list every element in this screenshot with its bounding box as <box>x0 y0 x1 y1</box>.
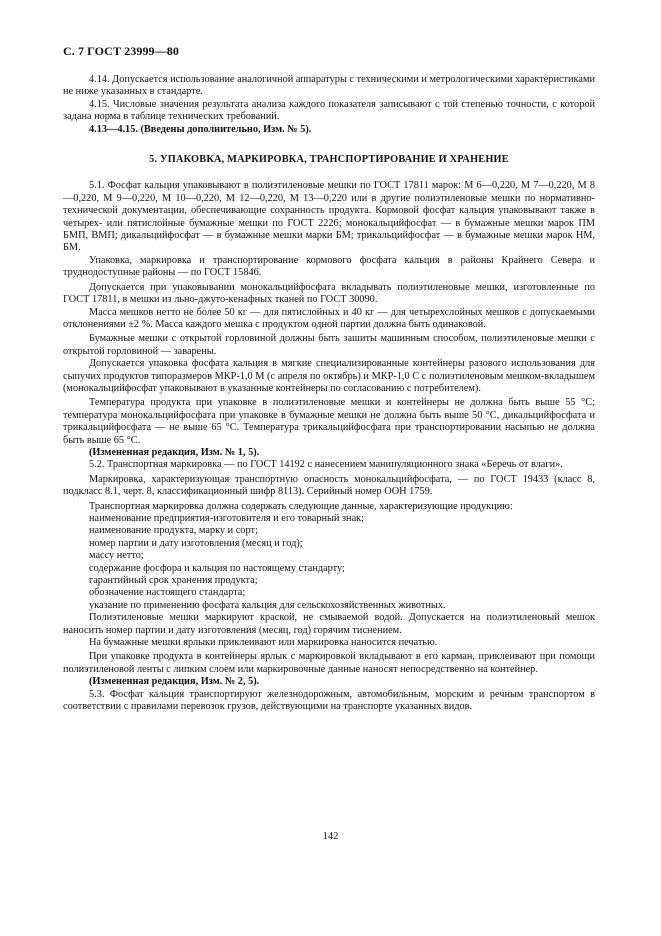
paragraph-inner-bags: Допускается при упаковывании монокальцийфосфата вкладывать полиэтиленовые мешки, изготовленные по ГОСТ 17811, в мешки из льно-джуто-кенафных тканей по ГОСТ 30090. <box>63 281 595 306</box>
list-item: наименование предприятия-изготовителя и его товарный знак; <box>89 513 364 524</box>
paragraph-4-15: 4.15. Числовые значения результата анализа каждого показателя записывают с той степенью точности, с которой задана норма в таблице технических требований. <box>63 98 595 123</box>
page-number: 142 <box>322 831 339 842</box>
paragraph-marking-data: Транспортная маркировка должна содержать следующие данные, характеризующие продукцию: <box>89 500 513 512</box>
list-item: наименование продукта, марку и сорт; <box>89 525 258 537</box>
paragraph-5-1: 5.1. Фосфат кальция упаковывают в полиэтиленовые мешки по ГОСТ 17811 марок: М 6—0,220, М 7—0,220, М 8—0,220, М 9—0,220, М 10—0,220, М 12—0,220, М 13—0,220 или в другие полиэтиленовые мешки по нормативно-технической документации, обеспечивающие сохранность продукта. Кормовой фосфат кальция упаковывают также в четырех- или пятислойные бумажные мешки по ГОСТ 2226; монокальцийфосфат — в бумажные мешки марок ПМ БМП, ВМП; дикальцийфосфат — в бумажные мешки марки БМ; трикальцийфосфат — в бумажные мешки марок НМ, БМ. <box>63 180 595 254</box>
paragraph-bag-mass: Масса мешков нетто не более 50 кг — для пятислойных и 40 кг — для четырехслойных мешков с допускаемыми отклонениями ±2 %. Масса каждого мешка с продуктом одной партии должна быть одинаковой. <box>63 306 595 330</box>
list-item: гарантийный срок хранения продукта; <box>89 575 258 587</box>
amendment-note: (Измененная редакция, Изм. № 1, 5). <box>89 446 260 458</box>
amendment-note: (Измененная редакция, Изм. № 2, 5). <box>89 676 260 688</box>
paragraph-5-2: 5.2. Транспортная маркировка — по ГОСТ 14192 с нанесением манипуляционного знака «Беречь от влаги». <box>89 459 563 471</box>
paragraph-5-3: 5.3. Фосфат кальция транспортируют железнодорожным, автомобильным, морским и речным транспортом в соответствии с правилами перевозок грузов, действующими на транспорте указанных видов. <box>63 688 595 713</box>
paragraph-containers: Допускается упаковка фосфата кальция в мягкие специализированные контейнеры разового использования для сыпучих продуктов типоразмеров МКР-1,0 М (с апреля по октябрь) и МКР-1,0 С с полиэтиленовым мешком-вкладышем (монокальцийфосфат упаковывают в указанные контейнеры по согласованию с потребителем). <box>63 358 595 394</box>
paragraph-far-north: Упаковка, маркировка и транспортирование кормового фосфата кальция в районы Крайнего Севера и труднодоступные районы — по ГОСТ 15846. <box>63 254 595 279</box>
section-title: 5. УПАКОВКА, МАРКИРОВКА, ТРАНСПОРТИРОВАНИЕ И ХРАНЕНИЕ <box>149 154 509 166</box>
list-item: обозначение настоящего стандарта; <box>89 587 246 599</box>
list-item: номер партии и дату изготовления (месяц и год); <box>89 537 303 549</box>
amendment-note: 4.13—4.15. (Введены дополнительно, Изм. № 5). <box>89 123 312 135</box>
list-item: указание по применению фосфата кальция для сельскохозяйственных животных. <box>89 599 446 611</box>
paragraph-temperature: Температура продукта при упаковке в полиэтиленовые мешки и контейнеры не должна быть выше 55 °С; температура монокальцийфосфата при упаковке в бумажные мешки не должна быть выше 50 °С, дикальцийфосфата и трикальцийфосфата — не выше 65 °С. Температура трикальцийфосфата при транспортировании насыпью не должна быть выше 65 °С. <box>63 397 595 446</box>
paragraph-4-14: 4.14. Допускается использование аналогичной аппаратуры с техническими и метрологическими характеристиками не ниже указанных в стандарте. <box>63 74 595 98</box>
page-content <box>63 74 595 714</box>
paragraph-paper-labels: На бумажные мешки ярлыки приклеивают или маркировка наносится печатью. <box>89 637 438 649</box>
list-item: массу нетто; <box>89 550 144 562</box>
paragraph-hazard-marking: Маркировка, характеризующая транспортную опасность монокальцийфосфата, — по ГОСТ 19433 (класс 8, подкласс 8.1, черт. 8, классификационный шифр 8113). Серийный номер ООН 1759. <box>63 473 595 498</box>
page-header: С. 7 ГОСТ 23999—80 <box>63 44 179 58</box>
paragraph-bag-sealing: Бумажные мешки с открытой горловиной должны быть зашиты машинным способом, полиэтиленовые мешки с открытой горловиной — заварены. <box>63 333 595 357</box>
paragraph-container-labels: При упаковке продукта в контейнеры ярлык с маркировкой вкладывают в его карман, приклеивают при помощи полиэтиленовой ленты с липким слоем или маркировочные данные наносят непосредственно на контейнер. <box>63 651 595 675</box>
list-item: содержание фосфора и кальция по настоящему стандарту; <box>89 562 345 574</box>
paragraph-polyethylene-marking: Полиэтиленовые мешки маркируют краской, не смываемой водой. Допускается на полиэтиленовый мешок наносить номер партии и дату изготовления (месяц, год) горячим тиснением. <box>63 612 595 636</box>
